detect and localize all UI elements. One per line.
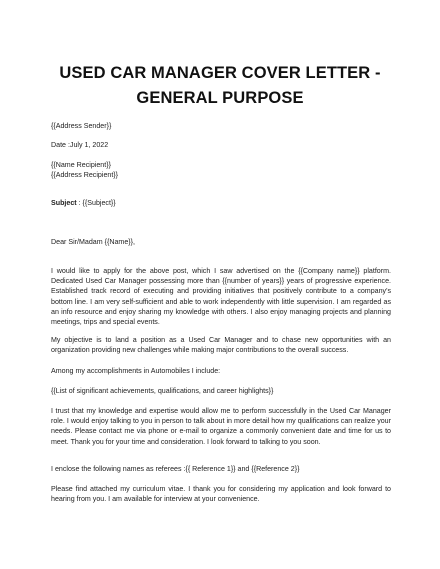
body-paragraph-5: I trust that my knowledge and expertise would allow me to perform successfully in the Used Car Manager role. I would enjoy talking to you in person to talk about in more detail how my qualifications can realize your needs. Please contact me via phone or e-mail to organize a commonly convenient date and time for us to meet. Thank you for your time and consideration. I look forward to talking to you soon. xyxy=(51,407,391,446)
body-paragraph-3: Among my accomplishments in Automobiles I include: xyxy=(51,367,221,375)
address-sender: {{Address Sender}} xyxy=(51,122,112,130)
body-paragraph-4: {{List of significant achievements, qualifications, and career highlights}} xyxy=(51,387,274,395)
subject-label: Subject xyxy=(51,199,77,207)
salutation: Dear Sir/Madam {{Name}}, xyxy=(51,238,135,246)
body-paragraph-7: Please find attached my curriculum vitae. I thank you for considering my application and look forward to hearing from you. I am available for interview at your convenience. xyxy=(51,485,391,504)
name-recipient: {{Name Recipient}} xyxy=(51,161,111,169)
body-paragraph-6: I enclose the following names as referees :{{ Reference 1}} and {{Reference 2}} xyxy=(51,465,300,473)
document-title-line-1: USED CAR MANAGER COVER LETTER - xyxy=(59,64,381,82)
subject-value: : {{Subject}} xyxy=(76,199,116,207)
body-paragraph-2: My objective is to land a position as a Used Car Manager and to chase new opportunities with an organization providing new challenges while making major contributions to the overall success. xyxy=(51,336,391,355)
document-title-line-2: GENERAL PURPOSE xyxy=(136,89,304,107)
address-recipient: {{Address Recipient}} xyxy=(51,171,119,179)
body-paragraph-1: I would like to apply for the above post, which I saw advertised on the {{Company name}} platform. Dedicated Used Car Manager possessing more than {{number of years}} years of progressive experience. Established track record of executing and providing initiatives that positively contribute to a company's bottom line. I am very self-sufficient and able to work independently with little supervision. I am regarded as an info resource and enjoy sharing my knowledge with others. I also enjoy managing projects and planning meetings, trips and special events. xyxy=(51,267,391,327)
subject-line xyxy=(51,198,116,208)
letter-date: Date :July 1, 2022 xyxy=(51,141,109,149)
